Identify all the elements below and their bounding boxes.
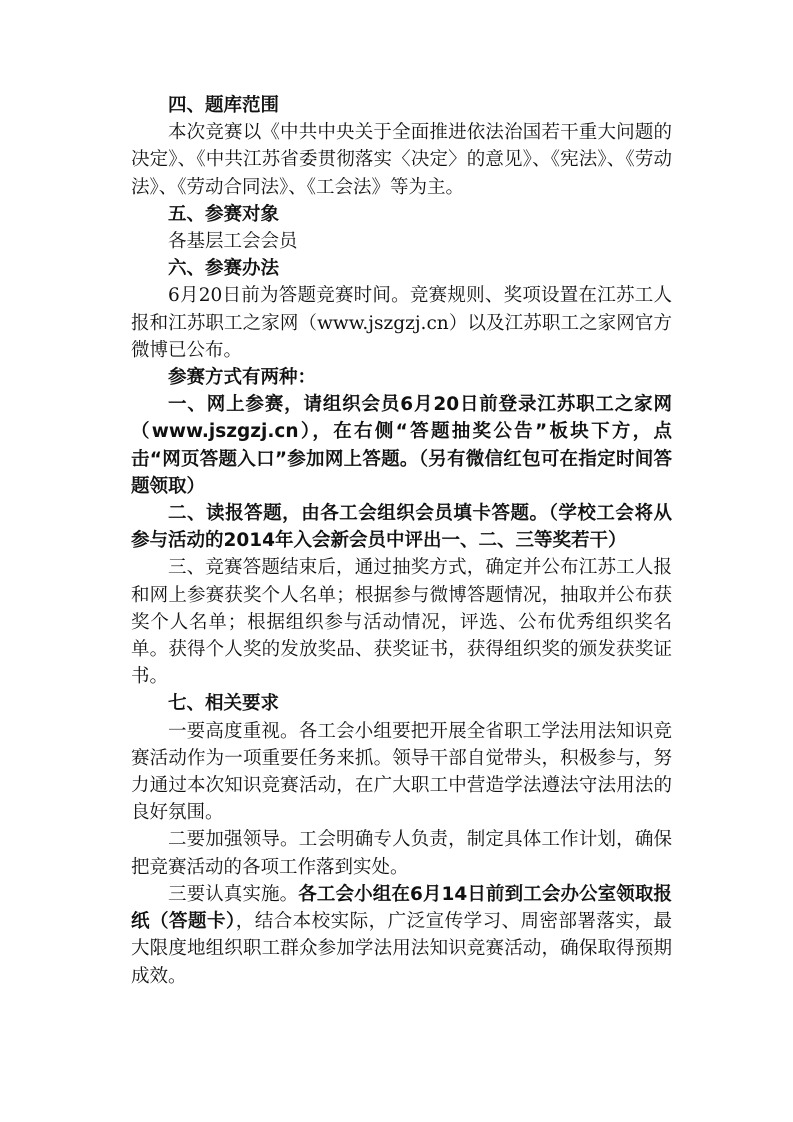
section-7-paragraph-3 [131, 881, 672, 990]
section-6-paragraph-1: 6月20日前为答题竞赛时间。竞赛规则、奖项设置在江苏工人报和江苏职工之家网（www.jszgzj.cn）以及江苏职工之家网官方微博已公布。 [131, 285, 672, 361]
section-4-body: 本次竞赛以《中共中央关于全面推进依法治国若干重大问题的决定》、《中共江苏省委贯彻落实〈决定〉的意见》、《宪法》、《劳动法》、《劳动合同法》、《工会法》等为主。 [131, 122, 672, 198]
section-4-heading: 四、题库范围 [168, 95, 280, 116]
section-7-paragraph-1: 一要高度重视。各工会小组要把开展全省职工学法用法知识竞赛活动作为一项重要任务来抓。领导干部自觉带头，积极参与，努力通过本次知识竞赛活动，在广大职工中营造学法遵法守法用法的良好氛围。 [131, 720, 672, 824]
section-7-heading: 七、相关要求 [168, 693, 280, 715]
section-7-paragraph-3-bold: 各工会小组在6月14日前到工会办公室领取报纸（答题卡） [131, 883, 672, 933]
section-6-heading: 六、参赛办法 [168, 258, 280, 280]
section-5-body: 各基层工会会员 [168, 231, 298, 253]
section-6-paragraph-4: 二、读报答题，由各工会组织会员填卡答题。（学校工会将从参与活动的2014年入会新会员中评出一、二、三等奖若干） [131, 503, 672, 552]
section-6-paragraph-3: 一、网上参赛，请组织会员6月20日前登录江苏职工之家网（www.jszgzj.cn），在右侧“答题抽奖公告”板块下方，点击“网页答题入口”参加网上答题。（另有微信红包可在指定时间答题领取） [131, 394, 672, 497]
section-6-paragraph-2: 参赛方式有两种： [168, 367, 317, 389]
section-7-paragraph-3-lead: 三要认真实施。 [168, 883, 299, 905]
section-7-paragraph-2: 二要加强领导。工会明确专人负责，制定具体工作计划，确保把竞赛活动的各项工作落到实处。 [131, 829, 672, 878]
section-5-heading: 五、参赛对象 [168, 203, 280, 225]
document-page [131, 92, 672, 990]
section-6-paragraph-5: 三、竞赛答题结束后，通过抽奖方式，确定并公布江苏工人报和网上参赛获奖个人名单；根据参与微博答题情况，抽取并公布获奖个人名单；根据组织参与活动情况，评选、公布优秀组织奖名单。获得个人奖的发放奖品、获奖证书，获得组织奖的颁发获奖证书。 [131, 557, 672, 688]
section-7-paragraph-3-rest: ，结合本校实际，广泛宣传学习、周密部署落实，最大限度地组织职工群众参加学法用法知识竞赛活动，确保取得预期成效。 [131, 911, 672, 987]
